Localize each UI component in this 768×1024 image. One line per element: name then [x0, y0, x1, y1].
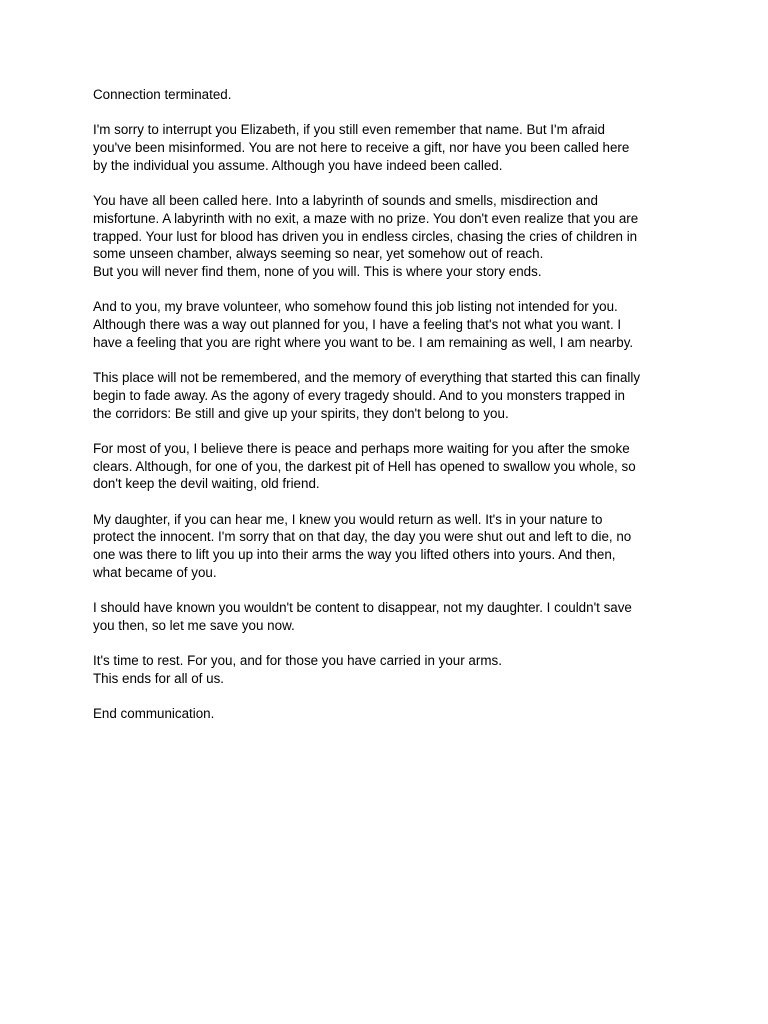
- text-line: you've been misinformed. You are not here to receive a gift, nor have you been called here: [93, 140, 630, 156]
- text-line: don't keep the devil waiting, old friend.: [93, 476, 320, 492]
- paragraph-peace: [93, 440, 683, 493]
- text-line: misfortune. A labyrinth with no exit, a maze with no prize. You don't even realize that you are: [93, 210, 639, 226]
- opening-line: Connection terminated.: [93, 87, 232, 102]
- text-line: by the individual you assume. Although you have indeed been called.: [93, 157, 503, 173]
- text-line: I should have known you wouldn't be content to disappear, not my daughter. I couldn't save: [93, 600, 632, 616]
- letter-body: [93, 86, 683, 741]
- paragraph-daughter: [93, 511, 683, 582]
- text-line: My daughter, if you can hear me, I knew you would return as well. It's in your nature to: [93, 511, 603, 527]
- text-line: clears. Although, for one of you, the darkest pit of Hell has opened to swallow you whole, so: [93, 458, 636, 474]
- text-line: I'm sorry to interrupt you Elizabeth, if you still even remember that name. But I'm afraid: [93, 122, 605, 138]
- text-line: trapped. Your lust for blood has driven you in endless circles, chasing the cries of children in: [93, 228, 638, 244]
- text-line: This place will not be remembered, and the memory of everything that started this can finally: [93, 370, 641, 386]
- text-line: Although there was a way out planned for you, I have a feeling that's not what you want. I: [93, 317, 622, 333]
- paragraph-labyrinth: [93, 192, 683, 281]
- text-line: This ends for all of us.: [93, 671, 224, 687]
- text-line: begin to fade away. As the agony of every tragedy should. And to you monsters trapped in: [93, 387, 625, 403]
- text-line: some unseen chamber, always seeming so near, yet somehow out of reach.: [93, 246, 544, 262]
- text-line: And to you, my brave volunteer, who somehow found this job listing not intended for you.: [93, 299, 618, 315]
- paragraph-rest: [93, 652, 683, 687]
- paragraph-remembered: [93, 369, 683, 422]
- paragraph-volunteer: [93, 298, 683, 351]
- text-line: You have all been called here. Into a labyrinth of sounds and smells, misdirection and: [93, 193, 598, 209]
- text-line: But you will never find them, none of you will. This is where your story ends.: [93, 264, 542, 279]
- text-line: you then, so let me save you now.: [93, 617, 295, 633]
- text-line: one was there to lift you up into their arms the way you lifted others into yours. And then,: [93, 547, 616, 563]
- paragraph-elizabeth: [93, 121, 683, 174]
- closing-line: End communication.: [93, 706, 215, 722]
- paragraph-save: [93, 599, 683, 634]
- text-line: For most of you, I believe there is peace and perhaps more waiting for you after the smoke: [93, 440, 630, 456]
- text-line: have a feeling that you are right where you want to be. I am remaining as well, I am nearby.: [93, 334, 634, 350]
- text-line: protect the innocent. I'm sorry that on that day, the day you were shut out and left to die, no: [93, 529, 632, 545]
- text-line: the corridors: Be still and give up your spirits, they don't belong to you.: [93, 405, 509, 421]
- text-line: It's time to rest. For you, and for those you have carried in your arms.: [93, 653, 502, 669]
- text-line: what became of you.: [93, 564, 217, 580]
